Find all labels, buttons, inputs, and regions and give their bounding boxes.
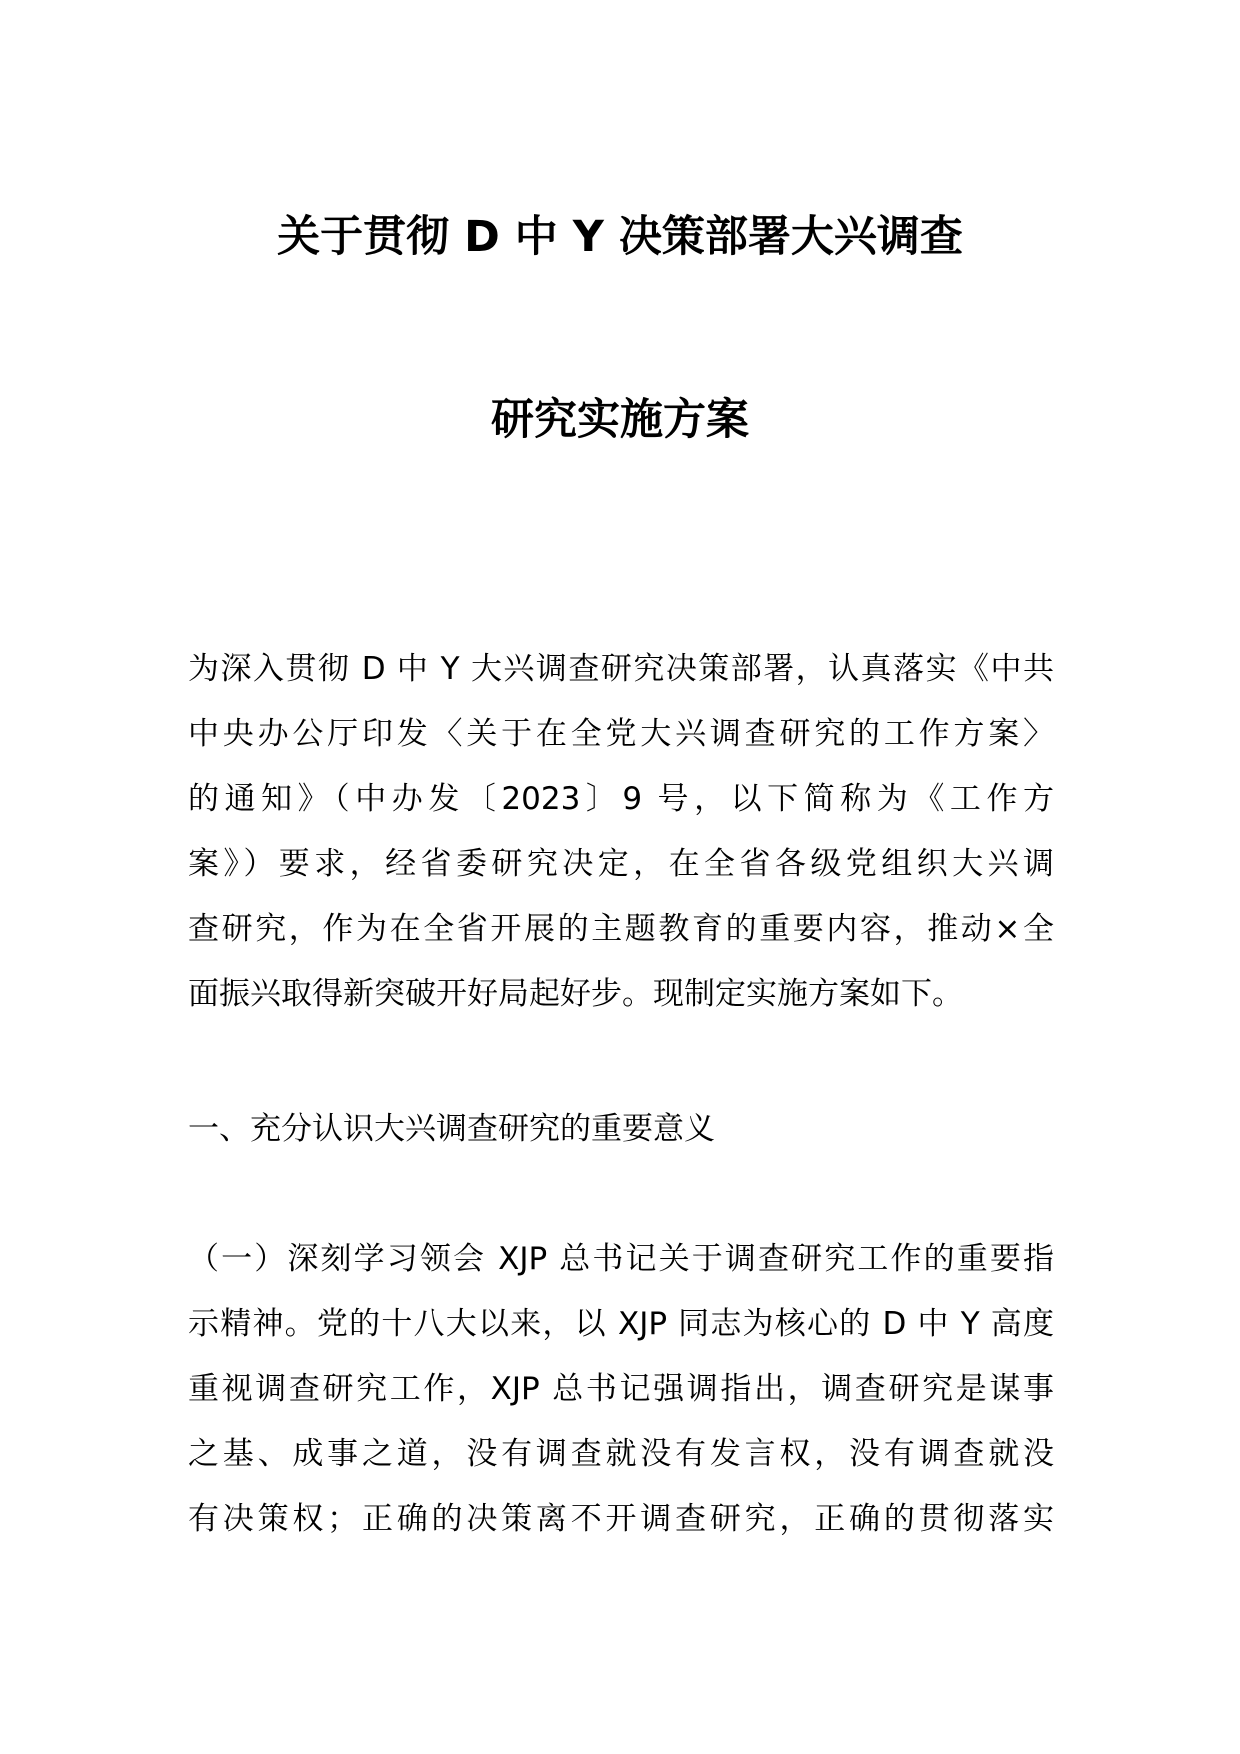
paragraph-line: 案》）要求，经省委研究决定，在全省各级党组织大兴调	[188, 846, 1054, 882]
paragraph-line: 的通知》（中办发〔2023〕9 号，以下简称为《工作方	[188, 781, 1054, 817]
paragraph-line: 面振兴取得新突破开好局起好步。现制定实施方案如下。	[188, 976, 963, 1012]
paragraph-line: 查研究，作为在全省开展的主题教育的重要内容，推动×全	[188, 911, 1054, 947]
section-paragraph	[188, 1227, 1054, 1552]
section-heading-text: 一、充分认识大兴调查研究的重要意义	[188, 1111, 715, 1147]
paragraph-line: 有决策权；正确的决策离不开调查研究，正确的贯彻落实	[188, 1501, 1054, 1537]
paragraph-line: 示精神。党的十八大以来，以 XJP 同志为核心的 D 中 Y 高度	[188, 1306, 1054, 1342]
paragraph-line: 重视调查研究工作，XJP 总书记强调指出，调查研究是谋事	[188, 1371, 1054, 1407]
paragraph-line: 之基、成事之道，没有调查就没有发言权，没有调查就没	[188, 1436, 1054, 1472]
paragraph-line: （一）深刻学习领会 XJP 总书记关于调查研究工作的重要指	[188, 1241, 1054, 1277]
paragraph-line: 中央办公厅印发〈关于在全党大兴调查研究的工作方案〉	[188, 716, 1054, 752]
document-title-line-2: 研究实施方案	[491, 395, 749, 445]
paragraph-line: 为深入贯彻 D 中 Y 大兴调查研究决策部署，认真落实《中共	[188, 651, 1054, 687]
intro-paragraph	[188, 637, 1054, 1027]
document-title-line-1: 关于贯彻 D 中 Y 决策部署大兴调查	[277, 212, 963, 262]
section-heading	[188, 1097, 1054, 1162]
